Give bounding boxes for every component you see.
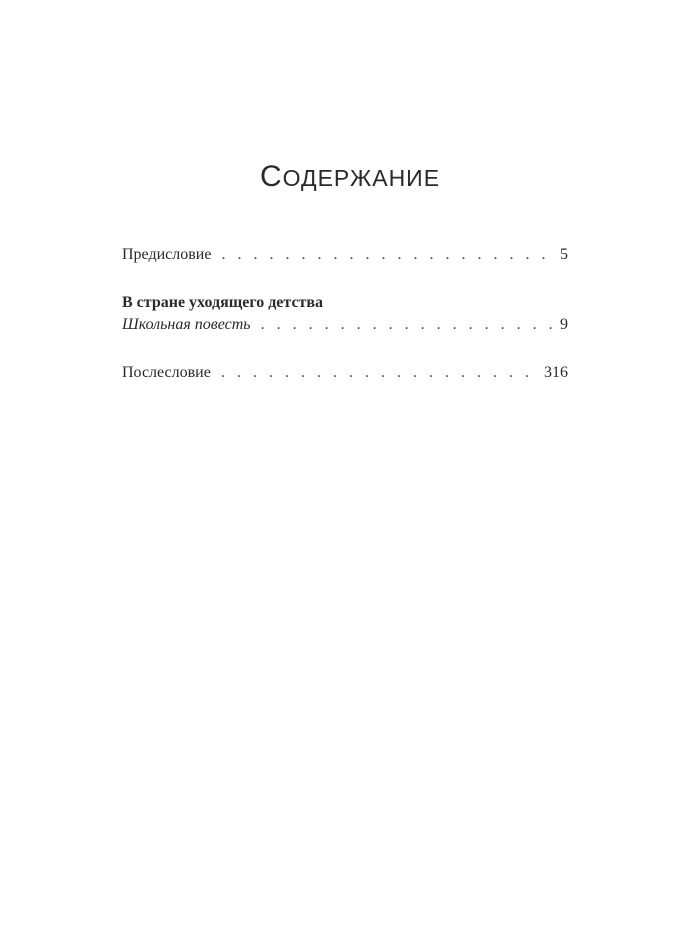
page-title-initial: С xyxy=(259,160,283,193)
toc-entry-label: Послесловие xyxy=(122,364,211,381)
toc-entry-page: 5 xyxy=(560,246,568,263)
page-title xyxy=(0,160,700,194)
toc-entry-preface[interactable] xyxy=(122,244,568,266)
toc-entry-page: 316 xyxy=(544,364,568,381)
toc-leader-dots xyxy=(221,362,538,384)
toc-leader-dots xyxy=(221,244,554,266)
toc-entry-afterword[interactable] xyxy=(122,362,568,384)
page-title-rest: ОДЕРЖАНИЕ xyxy=(282,165,441,191)
table-of-contents xyxy=(122,244,568,384)
toc-entry-label: Предисловие xyxy=(122,246,212,263)
toc-entry-school-story[interactable] xyxy=(122,314,568,336)
toc-entry-page: 9 xyxy=(560,316,568,333)
toc-leader-dots xyxy=(261,314,554,336)
toc-entry-label: Школьная повесть xyxy=(122,316,251,333)
toc-part-heading: В стране уходящего детства xyxy=(122,294,324,311)
